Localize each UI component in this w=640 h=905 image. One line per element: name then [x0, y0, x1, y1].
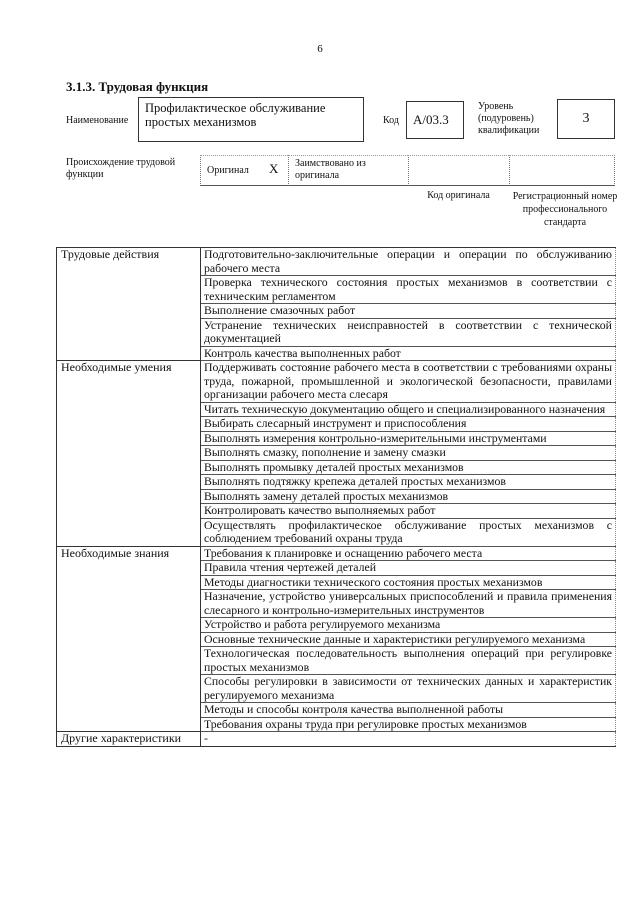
origin-reg-cell: [509, 155, 615, 186]
list-item: Методы диагностики технического состояния простых механизмов: [201, 575, 616, 590]
original-label: Оригинал: [207, 165, 249, 176]
list-item: Устранение технических неисправностей в соответствии с технической документацией: [201, 318, 616, 346]
list-item: Выполнять смазку, пополнение и замену смазки: [201, 446, 616, 461]
origin-borrowed-cell: [288, 155, 408, 186]
list-item: Основные технические данные и характеристики регулируемого механизма: [201, 632, 616, 647]
name-label: Наименование: [66, 115, 129, 126]
code-label: Код: [383, 115, 399, 126]
list-item: Правила чтения чертежей деталей: [201, 561, 616, 576]
origin-label: Происхождение трудовой функции: [66, 157, 176, 180]
section-title: 3.1.3. Трудовая функция: [66, 79, 209, 94]
table-row: [57, 732, 616, 747]
origin-code-cell: [408, 155, 509, 186]
list-item: Проверка технического состояния простых механизмов в соответствии с техническим регламентом: [201, 276, 616, 304]
function-details-table: [56, 247, 616, 747]
skills-label: Необходимые умения: [57, 361, 201, 547]
other-characteristics-label: Другие характеристики: [57, 732, 201, 747]
page-number: 6: [317, 43, 323, 55]
origin-original-cell: [200, 155, 288, 186]
list-item: Устройство и работа регулируемого механизма: [201, 618, 616, 633]
knowledge-label: Необходимые знания: [57, 546, 201, 732]
list-item: Подготовительно-заключительные операции и операции по обслуживанию рабочего места: [201, 248, 616, 276]
other-characteristics-value: -: [201, 732, 616, 747]
table-row: [57, 361, 616, 403]
reg-number-caption: Регистрационный номер профессионального стандарта: [512, 191, 618, 228]
table-row: [57, 546, 616, 561]
code-original-caption: Код оригинала: [427, 190, 490, 201]
origin-grid: [200, 155, 615, 186]
function-name-box: Профилактическое обслуживание простых механизмов: [138, 97, 364, 142]
list-item: Назначение, устройство универсальных приспособлений и правила применения слесарного и контрольно-измерительных инструментов: [201, 590, 616, 618]
list-item: Технологическая последовательность выполнения операций при регулировке простых механизмов: [201, 647, 616, 675]
list-item: Способы регулировки в зависимости от технических данных и характеристик регулируемого механизма: [201, 675, 616, 703]
list-item: Контролировать качество выполняемых работ: [201, 504, 616, 519]
list-item: Выполнять замену деталей простых механизмов: [201, 489, 616, 504]
list-item: Осуществлять профилактическое обслуживание простых механизмов с соблюдением требований охраны труда: [201, 518, 616, 546]
table-row: [57, 248, 616, 276]
labor-actions-label: Трудовые действия: [57, 248, 201, 361]
list-item: Требования к планировке и оснащению рабочего места: [201, 546, 616, 561]
list-item: Выполнять подтяжку крепежа деталей простых механизмов: [201, 475, 616, 490]
list-item: Выбирать слесарный инструмент и приспособления: [201, 417, 616, 432]
qualification-level-box: 3: [557, 99, 615, 139]
list-item: Требования охраны труда при регулировке простых механизмов: [201, 717, 616, 732]
list-item: Выполнение смазочных работ: [201, 304, 616, 319]
list-item: Методы и способы контроля качества выполненной работы: [201, 703, 616, 718]
list-item: Контроль качества выполненных работ: [201, 346, 616, 361]
list-item: Выполнять измерения контрольно-измерительными инструментами: [201, 431, 616, 446]
list-item: Поддерживать состояние рабочего места в соответствии с требованиями охраны труда, пожарной, промышленной и экологической безопасности, правилами организации рабочего места слесаря: [201, 361, 616, 403]
function-code-box: А/03.3: [406, 101, 464, 139]
list-item: Читать техническую документацию общего и специализированного назначения: [201, 402, 616, 417]
original-mark: X: [269, 161, 279, 176]
level-label: Уровень (подуровень) квалификации: [478, 101, 540, 136]
list-item: Выполнять промывку деталей простых механизмов: [201, 460, 616, 475]
borrowed-label: Заимствовано из оригинала: [295, 158, 366, 181]
